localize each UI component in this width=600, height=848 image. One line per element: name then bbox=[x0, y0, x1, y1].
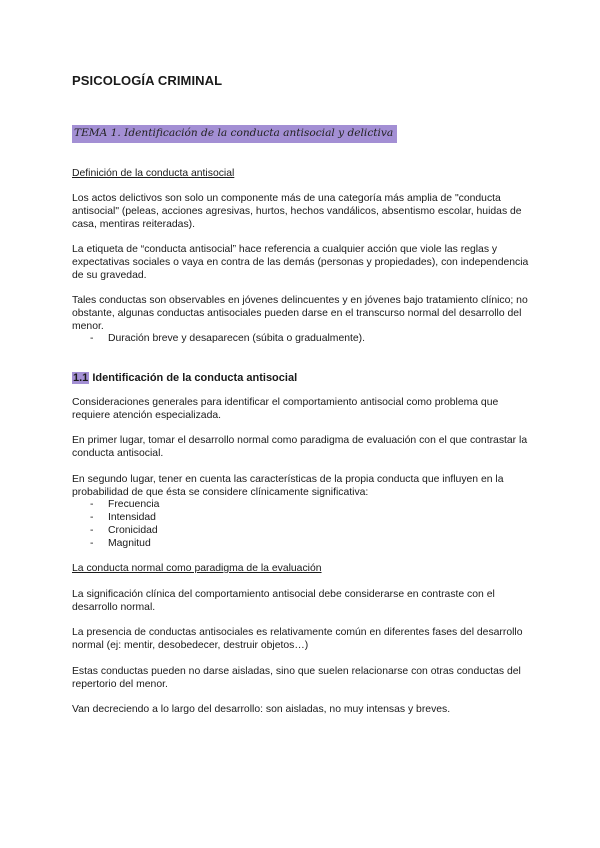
paragraph: Tales conductas son observables en jóvenes delincuentes y en jóvenes bajo tratamiento clínico; no obstante, algunas conductas antisociales pueden darse en el transcurso normal del desarrollo del menor. bbox=[72, 295, 528, 332]
list-item: - Cronicidad bbox=[72, 525, 534, 538]
list-item: - Duración breve y desaparecen (súbita o gradualmente). bbox=[72, 333, 534, 346]
paragraph: Consideraciones generales para identificar el comportamiento antisocial como problema que requiere atención especializada. bbox=[72, 397, 499, 421]
paragraph: Van decreciendo a lo largo del desarrollo: son aisladas, no muy intensas y breves. bbox=[72, 704, 451, 715]
paragraph: Estas conductas pueden no darse aisladas, sino que suelen relacionarse con otras conductas del repertorio del menor. bbox=[72, 666, 521, 690]
subsection-heading bbox=[72, 372, 534, 386]
paragraph: En segundo lugar, tener en cuenta las características de la propia conducta que influyen en la probabilidad de que ésta se considere clínicamente significativa: bbox=[72, 474, 504, 498]
subsection-title: Identificación de la conducta antisocial bbox=[92, 372, 298, 384]
list-item: - Frecuencia bbox=[72, 499, 534, 512]
paragraph: La etiqueta de “conducta antisocial” hace referencia a cualquier acción que viole las reglas y expectativas sociales o vaya en contra de las demás (personas y propiedades), con independencia de su gravedad. bbox=[72, 244, 529, 281]
paragraph: La presencia de conductas antisociales es relativamente común en diferentes fases del desarrollo normal (ej: mentir, desobedecer, destruir objetos…) bbox=[72, 627, 523, 651]
paragraph: Los actos delictivos son solo un componente más de una categoría más amplia de "conducta antisocial" (peleas, acciones agresivas, hurtos, hechos vandálicos, absentismo escolar, huidas de casa, mentiras reiteradas). bbox=[72, 193, 522, 230]
tema-heading: TEMA 1. Identificación de la conducta antisocial y delictiva bbox=[72, 125, 397, 143]
list-item: - Magnitud bbox=[72, 538, 534, 551]
bullet-list bbox=[72, 333, 534, 346]
subsection-number: 1.1 bbox=[73, 372, 89, 384]
section-heading-definicion: Definición de la conducta antisocial bbox=[72, 168, 235, 179]
list-item: - Intensidad bbox=[72, 512, 534, 525]
section-heading-paradigma: La conducta normal como paradigma de la evaluación bbox=[72, 563, 322, 574]
paragraph: La significación clínica del comportamiento antisocial debe considerarse en contraste con el desarrollo normal. bbox=[72, 589, 495, 613]
document-title: PSICOLOGÍA CRIMINAL bbox=[72, 73, 223, 88]
bullet-list bbox=[72, 499, 534, 551]
paragraph: En primer lugar, tomar el desarrollo normal como paradigma de evaluación con el que contrastar la conducta antisocial. bbox=[72, 435, 528, 459]
